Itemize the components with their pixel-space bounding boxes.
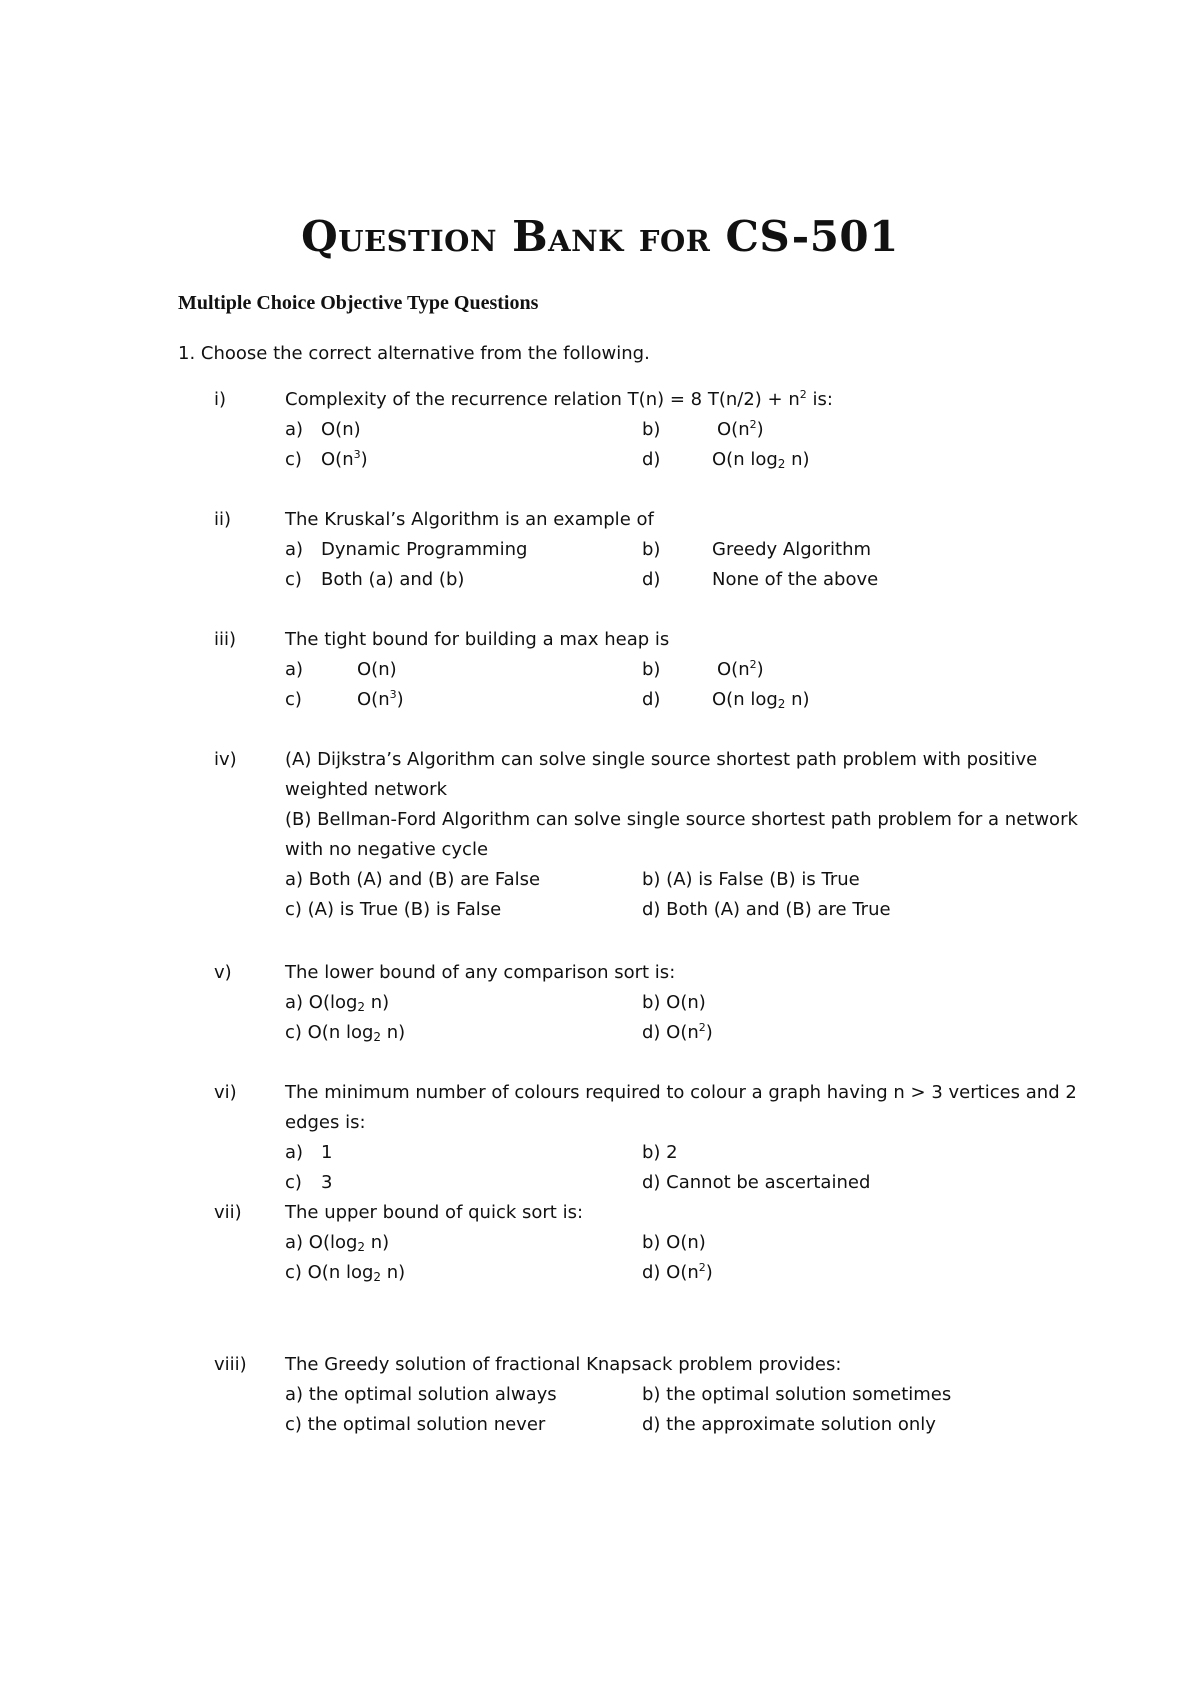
option-a: a) O(n) [285, 659, 397, 680]
question-stem: The Greedy solution of fractional Knapsack problem provides: [285, 1354, 842, 1375]
option-a: a) 1 [285, 1142, 333, 1163]
question-stem: The minimum number of colours required to colour a graph having n > 3 vertices and 2 edges is: [285, 1082, 1077, 1133]
option-b: b) Greedy Algorithm [642, 539, 872, 560]
option-d: d) Both (A) and (B) are True [642, 899, 891, 920]
options-grid [285, 1138, 1085, 1198]
option-a: a) $O(\log_2$ n) [285, 992, 390, 1014]
option-d: d) $O(n^2)$ [642, 1021, 713, 1043]
question-stem: The Kruskal’s Algorithm is an example of [285, 509, 654, 530]
section-heading: Multiple Choice Objective Type Questions [178, 292, 539, 314]
option-b: b) $O(n^2)$ [642, 658, 764, 680]
question-number: iv) [214, 749, 237, 770]
question-number: vii) [214, 1202, 242, 1223]
question-number: v) [214, 962, 232, 983]
question-stem: Complexity of the recurrence relation T(n) = 8 $T(n/2) + n^2$ is: [285, 388, 833, 410]
options-grid [285, 415, 1085, 475]
options-grid [285, 655, 1085, 715]
option-c: c) (A) is True (B) is False [285, 899, 502, 920]
option-a: a) $O(\log_2$ n) [285, 1232, 390, 1254]
question-stem: (A) Dijkstra’s Algorithm can solve single source shortest path problem with positive weighted network (B) Bellman-Ford Algorithm can solve single source shortest path problem for a network with no negative cycle [285, 749, 1078, 860]
option-c: c) $O(n^3)$ [285, 448, 368, 470]
question-number: i) [214, 389, 227, 410]
options-grid [285, 988, 1085, 1048]
option-b: b) O(n) [642, 1232, 706, 1253]
instruction-text: 1. Choose the correct alternative from the following. [178, 343, 650, 364]
option-b: b) the optimal solution sometimes [642, 1384, 952, 1405]
option-c: c) $O(n^3)$ [285, 688, 404, 710]
question-number: viii) [214, 1354, 247, 1375]
option-c: c) the optimal solution never [285, 1414, 546, 1435]
question-number: iii) [214, 629, 237, 650]
option-a: a) Both (A) and (B) are False [285, 869, 541, 890]
option-b: b) 2 [642, 1142, 678, 1163]
option-a: a) the optimal solution always [285, 1384, 557, 1405]
option-a: a) O(n) [285, 419, 361, 440]
option-b: b) (A) is False (B) is True [642, 869, 860, 890]
options-grid [285, 535, 1085, 595]
question-stem: The lower bound of any comparison sort is: [285, 962, 676, 983]
question-stem: The upper bound of quick sort is: [285, 1202, 584, 1223]
option-b: b) O(n) [642, 992, 706, 1013]
option-b: b) $O(n^2)$ [642, 418, 764, 440]
option-d: d) None of the above [642, 569, 879, 590]
options-grid [285, 1228, 1085, 1288]
option-c: c) Both (a) and (b) [285, 569, 465, 590]
option-a: a) Dynamic Programming [285, 539, 528, 560]
option-d: d) $O(n^2)$ [642, 1261, 713, 1283]
option-d: d) O(n $\log_2 n$) [642, 449, 810, 471]
options-grid [285, 1380, 1085, 1440]
question-number: vi) [214, 1082, 237, 1103]
page-title: Question Bank for CS-501 [301, 212, 899, 261]
options-grid [285, 865, 1085, 925]
question-number: ii) [214, 509, 232, 530]
option-c: c) 3 [285, 1172, 333, 1193]
option-c: c) O(n $\log_2 n$) [285, 1262, 406, 1284]
question-stem: The tight bound for building a max heap is [285, 629, 670, 650]
option-d: d) Cannot be ascertained [642, 1172, 871, 1193]
option-d: d) the approximate solution only [642, 1414, 936, 1435]
option-c: c) O(n $\log_2 n$) [285, 1022, 406, 1044]
option-d: d) O(n $\log_2 n$) [642, 689, 810, 711]
